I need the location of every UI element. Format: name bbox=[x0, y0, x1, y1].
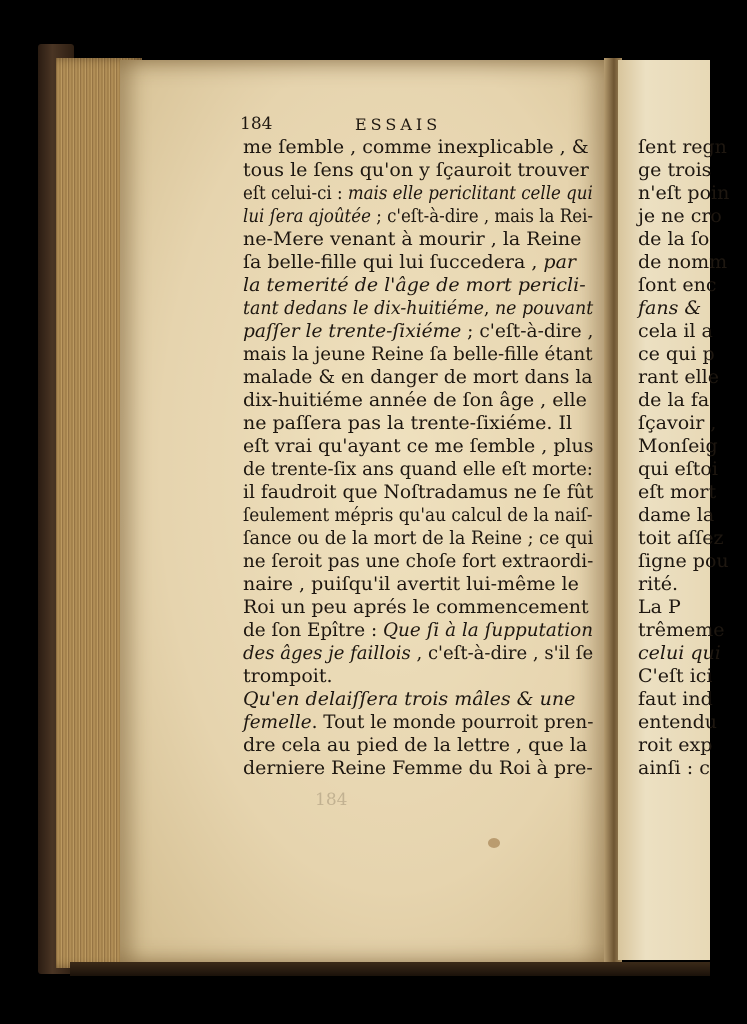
right-text-line: toit aſſez bbox=[638, 527, 724, 549]
text-line bbox=[243, 688, 575, 711]
running-head: ESSAIS bbox=[355, 115, 442, 134]
italic-text: femelle bbox=[243, 711, 312, 733]
text-line bbox=[243, 389, 587, 412]
text-run: dix-huitiéme année de ſon âge , elle bbox=[243, 389, 587, 411]
text-line bbox=[243, 274, 586, 297]
text-line bbox=[243, 665, 333, 688]
right-text-line: de la fa bbox=[638, 389, 710, 411]
right-page-text bbox=[618, 60, 730, 960]
text-run: de trente-ſix ans quand elle eſt morte: bbox=[243, 458, 593, 480]
text-line bbox=[243, 711, 593, 734]
text-line bbox=[243, 136, 589, 159]
text-run: ſa belle-fille qui lui ſuccedera , bbox=[243, 251, 544, 273]
text-run: ne ſeroit pas une choſe fort extraordi- bbox=[243, 550, 594, 572]
text-run: me ſemble , comme inexplicable , & bbox=[243, 136, 589, 158]
text-run: ; c'eſt-à-dire , bbox=[461, 320, 594, 342]
right-text-line: C'eſt ici bbox=[638, 665, 713, 687]
text-line bbox=[243, 550, 593, 573]
right-text-line: rant elle bbox=[638, 366, 719, 388]
text-run: naire , puiſqu'il avertit lui-même le bbox=[243, 573, 579, 595]
text-line bbox=[243, 343, 593, 366]
italic-text: par bbox=[543, 251, 576, 273]
italic-text: Qu'en delaiſſera trois mâles & une bbox=[243, 688, 576, 710]
text-line bbox=[243, 481, 593, 504]
right-text-line: ainſi : c bbox=[638, 757, 710, 779]
text-run: tous le ſens qu'on y ſçauroit trouver bbox=[243, 159, 589, 181]
italic-text: tant dedans le dix-huitiéme bbox=[243, 297, 484, 319]
text-line bbox=[243, 458, 593, 481]
text-run: , c'eſt-à-dire , s'il ſe bbox=[410, 642, 594, 664]
page-number: 184 bbox=[240, 114, 273, 134]
text-line bbox=[243, 228, 581, 251]
text-run: trompoit. bbox=[243, 665, 333, 687]
text-run: ne paſſera pas la trente-ſixiéme. Il bbox=[243, 412, 573, 434]
text-line bbox=[243, 297, 593, 320]
bleed-through-text: 184 bbox=[315, 790, 348, 810]
right-text-line: ge trois bbox=[638, 159, 712, 181]
text-line bbox=[243, 757, 593, 780]
right-text-line: entendu bbox=[638, 711, 717, 733]
right-text-line: fans & bbox=[638, 297, 702, 319]
text-run: Roi un peu aprés le commencement bbox=[243, 596, 589, 618]
text-run: de ſon Epître : bbox=[243, 619, 383, 641]
text-run: dre cela au pied de la lettre , que la bbox=[243, 734, 588, 756]
text-run: , bbox=[483, 297, 495, 319]
right-text-line: cela il a bbox=[638, 320, 713, 342]
italic-text: paſſer le trente-ſixiéme bbox=[243, 320, 462, 342]
italic-text: mais elle periclitant celle qui bbox=[347, 182, 593, 204]
right-text-line: de la ſo bbox=[638, 228, 710, 250]
right-text-line: celui qui bbox=[638, 642, 721, 664]
right-text-line: trêmeme bbox=[638, 619, 725, 641]
right-text-line: ſent regn bbox=[638, 136, 727, 158]
right-text-line: ſigne pou bbox=[638, 550, 729, 572]
right-text-line: eſt mort bbox=[638, 481, 717, 503]
text-line bbox=[243, 320, 593, 343]
italic-text: lui ſera ajoûtée bbox=[243, 205, 371, 227]
text-line bbox=[243, 527, 593, 550]
right-text-line: faut ind bbox=[638, 688, 713, 710]
right-text-line: Monſeig bbox=[638, 435, 718, 457]
text-line bbox=[243, 573, 579, 596]
text-run: . Tout le monde pourroit pren- bbox=[311, 711, 594, 733]
text-line bbox=[243, 159, 589, 182]
right-text-line: rité. bbox=[638, 573, 679, 595]
italic-text: ne pouvant bbox=[494, 297, 594, 319]
right-text-line: dame la bbox=[638, 504, 715, 526]
text-run: ſeulement mépris qu'au calcul de la naiſ- bbox=[243, 504, 593, 526]
right-text-line: roit exp bbox=[638, 734, 713, 756]
right-text-line: ſçavoir , bbox=[638, 412, 717, 434]
text-line bbox=[243, 619, 593, 642]
text-run: ſance ou de la mort de la Reine ; ce qui bbox=[243, 527, 594, 549]
right-text-line: qui eſtoi bbox=[638, 458, 718, 480]
text-line bbox=[243, 435, 593, 458]
text-run: derniere Reine Femme du Roi à pre- bbox=[243, 757, 593, 779]
text-run: mais la jeune Reine ſa belle-fille étant bbox=[243, 343, 593, 365]
right-text-line: ſont enc bbox=[638, 274, 717, 296]
right-text-line: je ne cro bbox=[638, 205, 722, 227]
italic-text: la temerité de l'âge de mort pericli- bbox=[243, 274, 586, 296]
text-line bbox=[243, 366, 593, 389]
text-line bbox=[243, 596, 589, 619]
text-run: eſt celui-ci : bbox=[243, 182, 348, 204]
text-line bbox=[243, 251, 576, 274]
text-line bbox=[243, 182, 593, 205]
text-run: malade & en danger de mort dans la bbox=[243, 366, 593, 388]
text-run: ; c'eſt-à-dire , mais la Rei- bbox=[370, 205, 593, 227]
text-line bbox=[243, 734, 587, 757]
text-line bbox=[243, 642, 593, 665]
text-run: ne-Mere venant à mourir , la Reine bbox=[243, 228, 582, 250]
right-text-line: La P bbox=[638, 596, 681, 618]
text-run: eſt vrai qu'ayant ce me ſemble , plus bbox=[243, 435, 594, 457]
right-text-line: n'eſt poin bbox=[638, 182, 730, 204]
text-run: il faudroit que Noſtradamus ne ſe fût bbox=[243, 481, 594, 503]
italic-text: des âges je faillois bbox=[243, 642, 411, 664]
text-line bbox=[243, 504, 593, 527]
right-text-line: de nomm bbox=[638, 251, 728, 273]
text-line bbox=[243, 205, 593, 228]
italic-text: Que ſi à la ſupputation bbox=[382, 619, 594, 641]
text-line bbox=[243, 412, 572, 435]
right-text-line: ce qui p bbox=[638, 343, 715, 365]
